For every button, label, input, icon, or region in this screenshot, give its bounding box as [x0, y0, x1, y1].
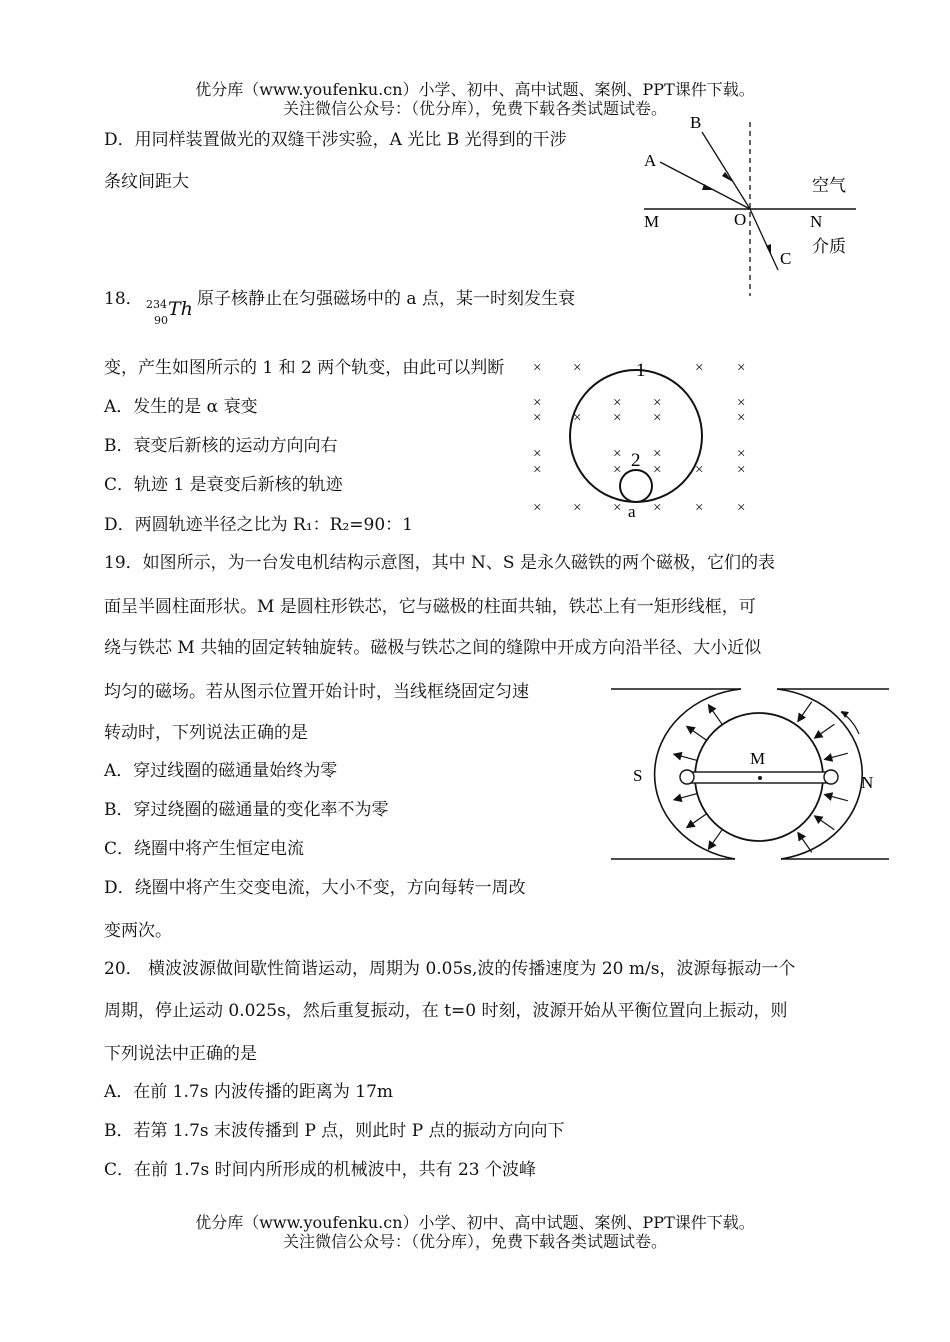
field-cross: ×	[533, 410, 542, 426]
ray-b	[702, 132, 750, 209]
q18-option-c: C．轨迹 1 是衰变后新核的轨迹	[104, 475, 343, 495]
field-cross: ×	[653, 500, 662, 516]
q20-stem-line2: 周期，停止运动 0.025s，然后重复振动，在 t=0 时刻，波源开始从平衡位置向上振动，则	[104, 1001, 788, 1021]
q17-option-d-line1: D．用同样装置做光的双缝干涉实验，A 光比 B 光得到的干涉	[104, 130, 567, 150]
footer-line-1: 优分库（www.youfenku.cn）小学、初中、高中试题、案例、PPT课件下载。	[195, 1213, 755, 1232]
field-cross: ×	[533, 360, 542, 376]
field-cross: ×	[533, 500, 542, 516]
field-arrow-head	[825, 754, 833, 761]
label-n: N	[861, 773, 874, 792]
ray-a-arrow	[702, 184, 714, 190]
q18-number: 18．	[104, 289, 143, 309]
q18-stem-line1: 原子核静止在匀强磁场中的 a 点，某一时刻发生衰	[197, 289, 575, 309]
rotation-axis	[758, 776, 762, 780]
field-cross: ×	[737, 500, 746, 516]
field-arrow-head	[825, 793, 833, 800]
field-cross: ×	[737, 360, 746, 376]
q17-option-d-line2: 条纹间距大	[104, 172, 189, 192]
field-cross: ×	[737, 462, 746, 478]
label-air: 空气	[812, 176, 846, 195]
field-arrow-head	[798, 833, 805, 841]
field-cross: ×	[737, 446, 746, 462]
field-arrow-head	[687, 821, 695, 828]
th-symbol: Th	[168, 298, 193, 320]
field-cross: ×	[613, 500, 622, 516]
q20-stem-line3: 下列说法中正确的是	[104, 1044, 257, 1064]
field-cross: ×	[653, 462, 662, 478]
field-arrow-head	[815, 816, 823, 823]
field-crosses	[533, 360, 745, 516]
footer-line-2: 关注微信公众号：（优分库），免费下载各类试题试卷。	[282, 1232, 667, 1251]
label-m: M	[644, 212, 660, 231]
field-cross: ×	[613, 446, 622, 462]
track-2-label: 2	[631, 450, 641, 471]
ray-c	[750, 209, 778, 270]
field-cross: ×	[695, 462, 704, 478]
track-1-circle	[570, 370, 702, 502]
field-arrow-head	[674, 795, 682, 802]
field-cross: ×	[533, 462, 542, 478]
field-cross: ×	[573, 410, 582, 426]
q18-option-b: B．衰变后新核的运动方向向右	[104, 436, 338, 456]
field-cross: ×	[573, 360, 582, 376]
field-cross: ×	[695, 500, 704, 516]
label-a: A	[644, 151, 657, 170]
q20-option-a: A．在前 1.7s 内波传播的距离为 17m	[104, 1082, 393, 1102]
q19-option-d-line1: D．绕圈中将产生交变电流，大小不变，方向每转一周改	[104, 878, 526, 898]
point-a-label: a	[628, 502, 636, 521]
field-cross: ×	[653, 395, 662, 411]
field-cross: ×	[737, 410, 746, 426]
coil-end-right	[824, 770, 838, 784]
field-cross: ×	[533, 446, 542, 462]
field-cross: ×	[653, 410, 662, 426]
label-medium: 介质	[812, 237, 846, 256]
q18-option-d: D．两圆轨迹半径之比为 R₁：R₂=90：1	[104, 515, 413, 535]
field-cross: ×	[533, 395, 542, 411]
q20-option-c: C．在前 1.7s 时间内所形成的机械波中，共有 23 个波峰	[104, 1160, 537, 1180]
field-arrow-head	[674, 753, 682, 760]
field-cross: ×	[613, 462, 622, 478]
label-m: M	[750, 749, 766, 768]
q19-stem-line2: 面呈半圆柱面形状。M 是圆柱形铁芯，它与磁极的柱面共轴，铁芯上有一矩形线框，可	[104, 597, 756, 617]
field-arrow-head	[815, 731, 823, 738]
q20-option-b: B．若第 1.7s 末波传播到 P 点，则此时 P 点的振动方向向下	[104, 1121, 565, 1141]
field-cross: ×	[613, 410, 622, 426]
q19-stem-line5: 转动时，下列说法正确的是	[104, 723, 308, 743]
header-line-1: 优分库（www.youfenku.cn）小学、初中、高中试题、案例、PPT课件下载。	[195, 80, 755, 99]
label-s: S	[633, 766, 643, 785]
header-line-2: 关注微信公众号：（优分库），免费下载各类试题试卷。	[282, 99, 667, 118]
q18-stem-line2: 变，产生如图所示的 1 和 2 两个轨变，由此可以判断	[104, 358, 505, 378]
q19-option-a: A．穿过线圈的磁通量始终为零	[104, 761, 338, 781]
q19-stem-line4: 均匀的磁场。若从图示位置开始计时，当线框绕固定匀速	[104, 682, 529, 702]
refraction-diagram	[630, 110, 870, 300]
field-arrow-head	[687, 727, 695, 734]
q19-option-c: C．绕圈中将产生恒定电流	[104, 839, 305, 859]
field-cross: ×	[695, 360, 704, 376]
label-c: C	[780, 249, 792, 268]
q19-stem-line1: 19．如图所示，为一台发电机结构示意图，其中 N、S 是永久磁铁的两个磁极，它们的表	[104, 553, 775, 573]
q19-option-d-line2: 变两次。	[104, 921, 172, 941]
generator-diagram	[605, 682, 895, 867]
label-o: O	[734, 210, 747, 229]
label-b: B	[690, 113, 702, 132]
field-cross: ×	[613, 395, 622, 411]
field-arrow-head	[798, 714, 805, 722]
th-atomic-number: 90	[154, 314, 168, 327]
field-arrow-head	[709, 705, 716, 713]
field-cross: ×	[653, 446, 662, 462]
q20-stem-line1: 20． 横波波源做间歇性简谐运动，周期为 0.05s,波的传播速度为 20 m/s，波源每振动一个	[104, 959, 796, 979]
field-cross: ×	[737, 395, 746, 411]
track-2-circle	[620, 470, 652, 502]
q19-stem-line3: 绕与铁芯 M 共轴的固定转轴旋转。磁极与铁芯之间的缝隙中开成方向沿半径、大小近似	[104, 638, 762, 658]
q18-option-a: A．发生的是 α 衰变	[104, 397, 258, 417]
field-arrow-head	[709, 841, 716, 849]
th-mass-number: 234	[146, 298, 167, 311]
label-n: N	[810, 212, 823, 231]
field-cross: ×	[573, 500, 582, 516]
q19-option-b: B．穿过绕圈的磁通量的变化率不为零	[104, 800, 389, 820]
coil-end-left	[680, 770, 694, 784]
magnetic-field-diagram	[520, 352, 760, 532]
track-1-label: 1	[636, 360, 646, 381]
